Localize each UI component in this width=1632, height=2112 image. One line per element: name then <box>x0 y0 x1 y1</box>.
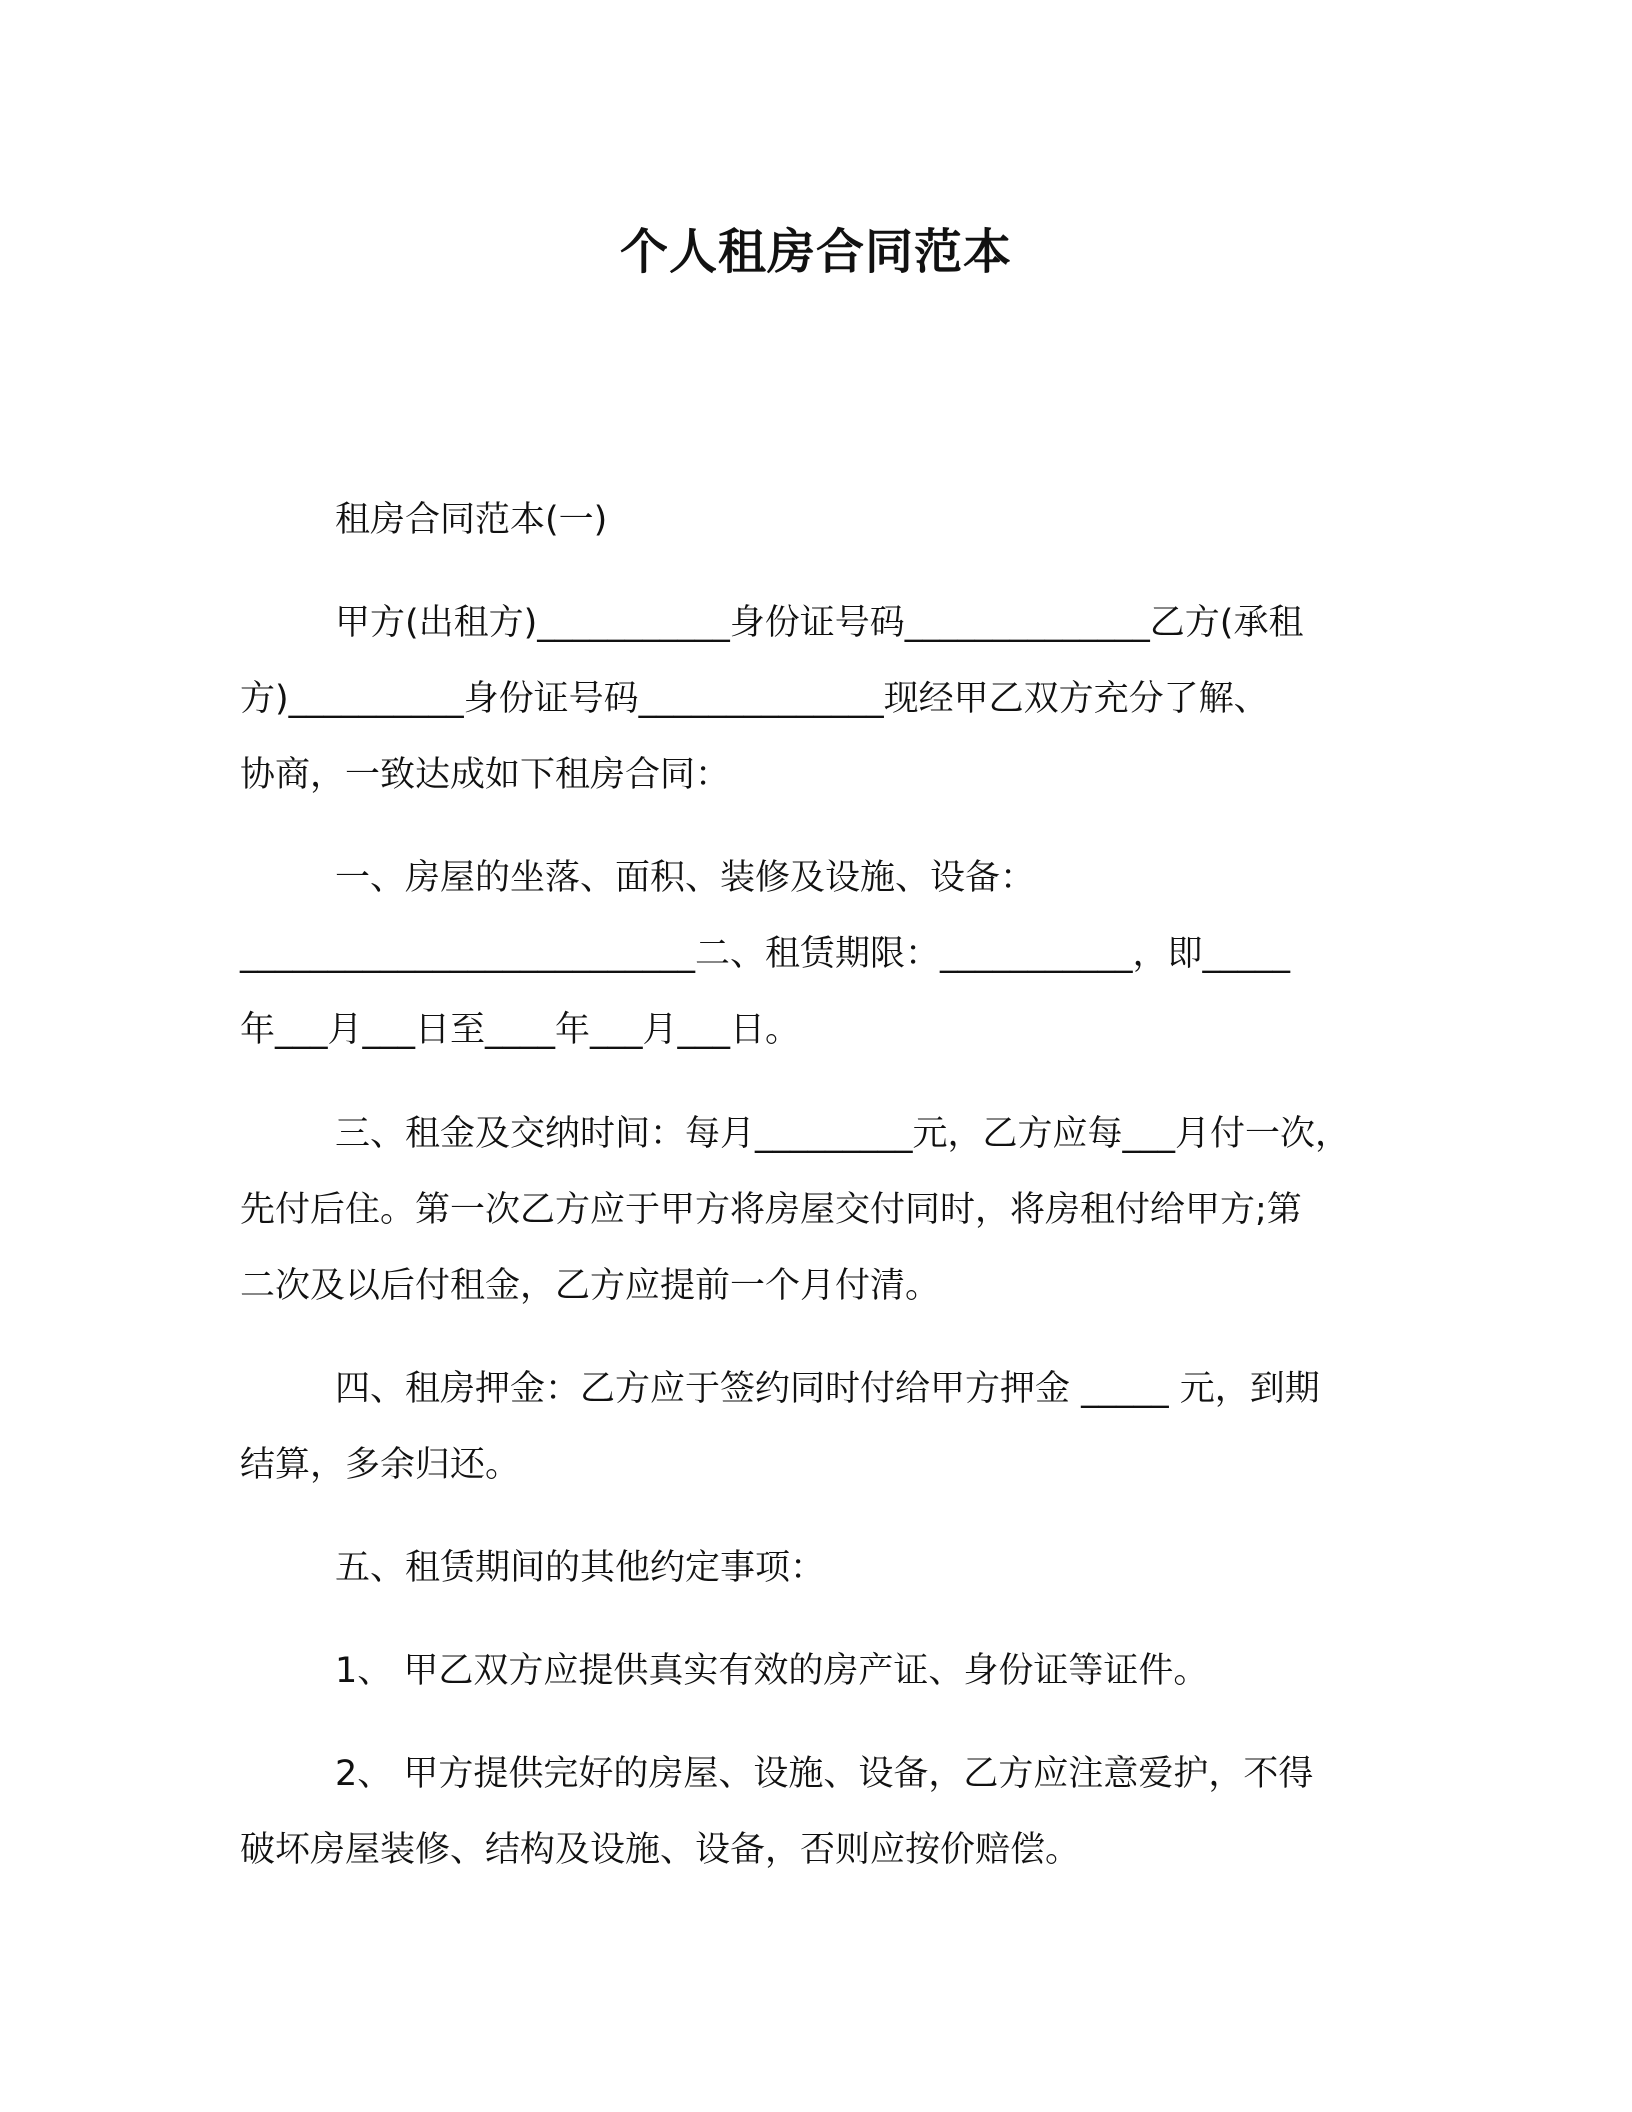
paragraph-line: 五、租赁期间的其他约定事项： <box>335 1548 826 1588</box>
paragraph-line: 三、租金及交纳时间：每月_________元，乙方应每___月付一次， <box>335 1114 1351 1154</box>
paragraph-line: 甲方(出租方)___________身份证号码______________乙方(承租 <box>335 603 1304 643</box>
page-title: 个人租房合同范本 <box>619 224 1012 280</box>
paragraph-line: 结算，多余归还。 <box>240 1445 521 1485</box>
paragraph-line: 2、 甲方提供完好的房屋、设施、设备，乙方应注意爱护，不得 <box>335 1754 1314 1794</box>
paragraph-line: 一、房屋的坐落、面积、装修及设施、设备： <box>335 858 1036 898</box>
paragraph-line: __________________________二、租赁期限：___________，即_____ <box>240 934 1291 974</box>
paragraph-line: 二次及以后付租金，乙方应提前一个月付清。 <box>240 1266 941 1306</box>
paragraph-line: 1、 甲乙双方应提供真实有效的房产证、身份证等证件。 <box>335 1651 1209 1691</box>
paragraph-line: 四、租房押金：乙方应于签约同时付给甲方押金 _____ 元，到期 <box>335 1369 1320 1409</box>
paragraph-line: 先付后住。第一次乙方应于甲方将房屋交付同时，将房租付给甲方;第 <box>240 1190 1302 1230</box>
paragraph-line: 方)__________身份证号码______________现经甲乙双方充分了解、 <box>240 679 1269 719</box>
paragraph-line: 年___月___日至____年___月___日。 <box>240 1010 801 1050</box>
paragraph-line: 破坏房屋装修、结构及设施、设备，否则应按价赔偿。 <box>240 1830 1081 1870</box>
paragraph-line: 协商，一致达成如下租房合同： <box>240 755 731 795</box>
subtitle: 租房合同范本(一) <box>335 500 608 540</box>
